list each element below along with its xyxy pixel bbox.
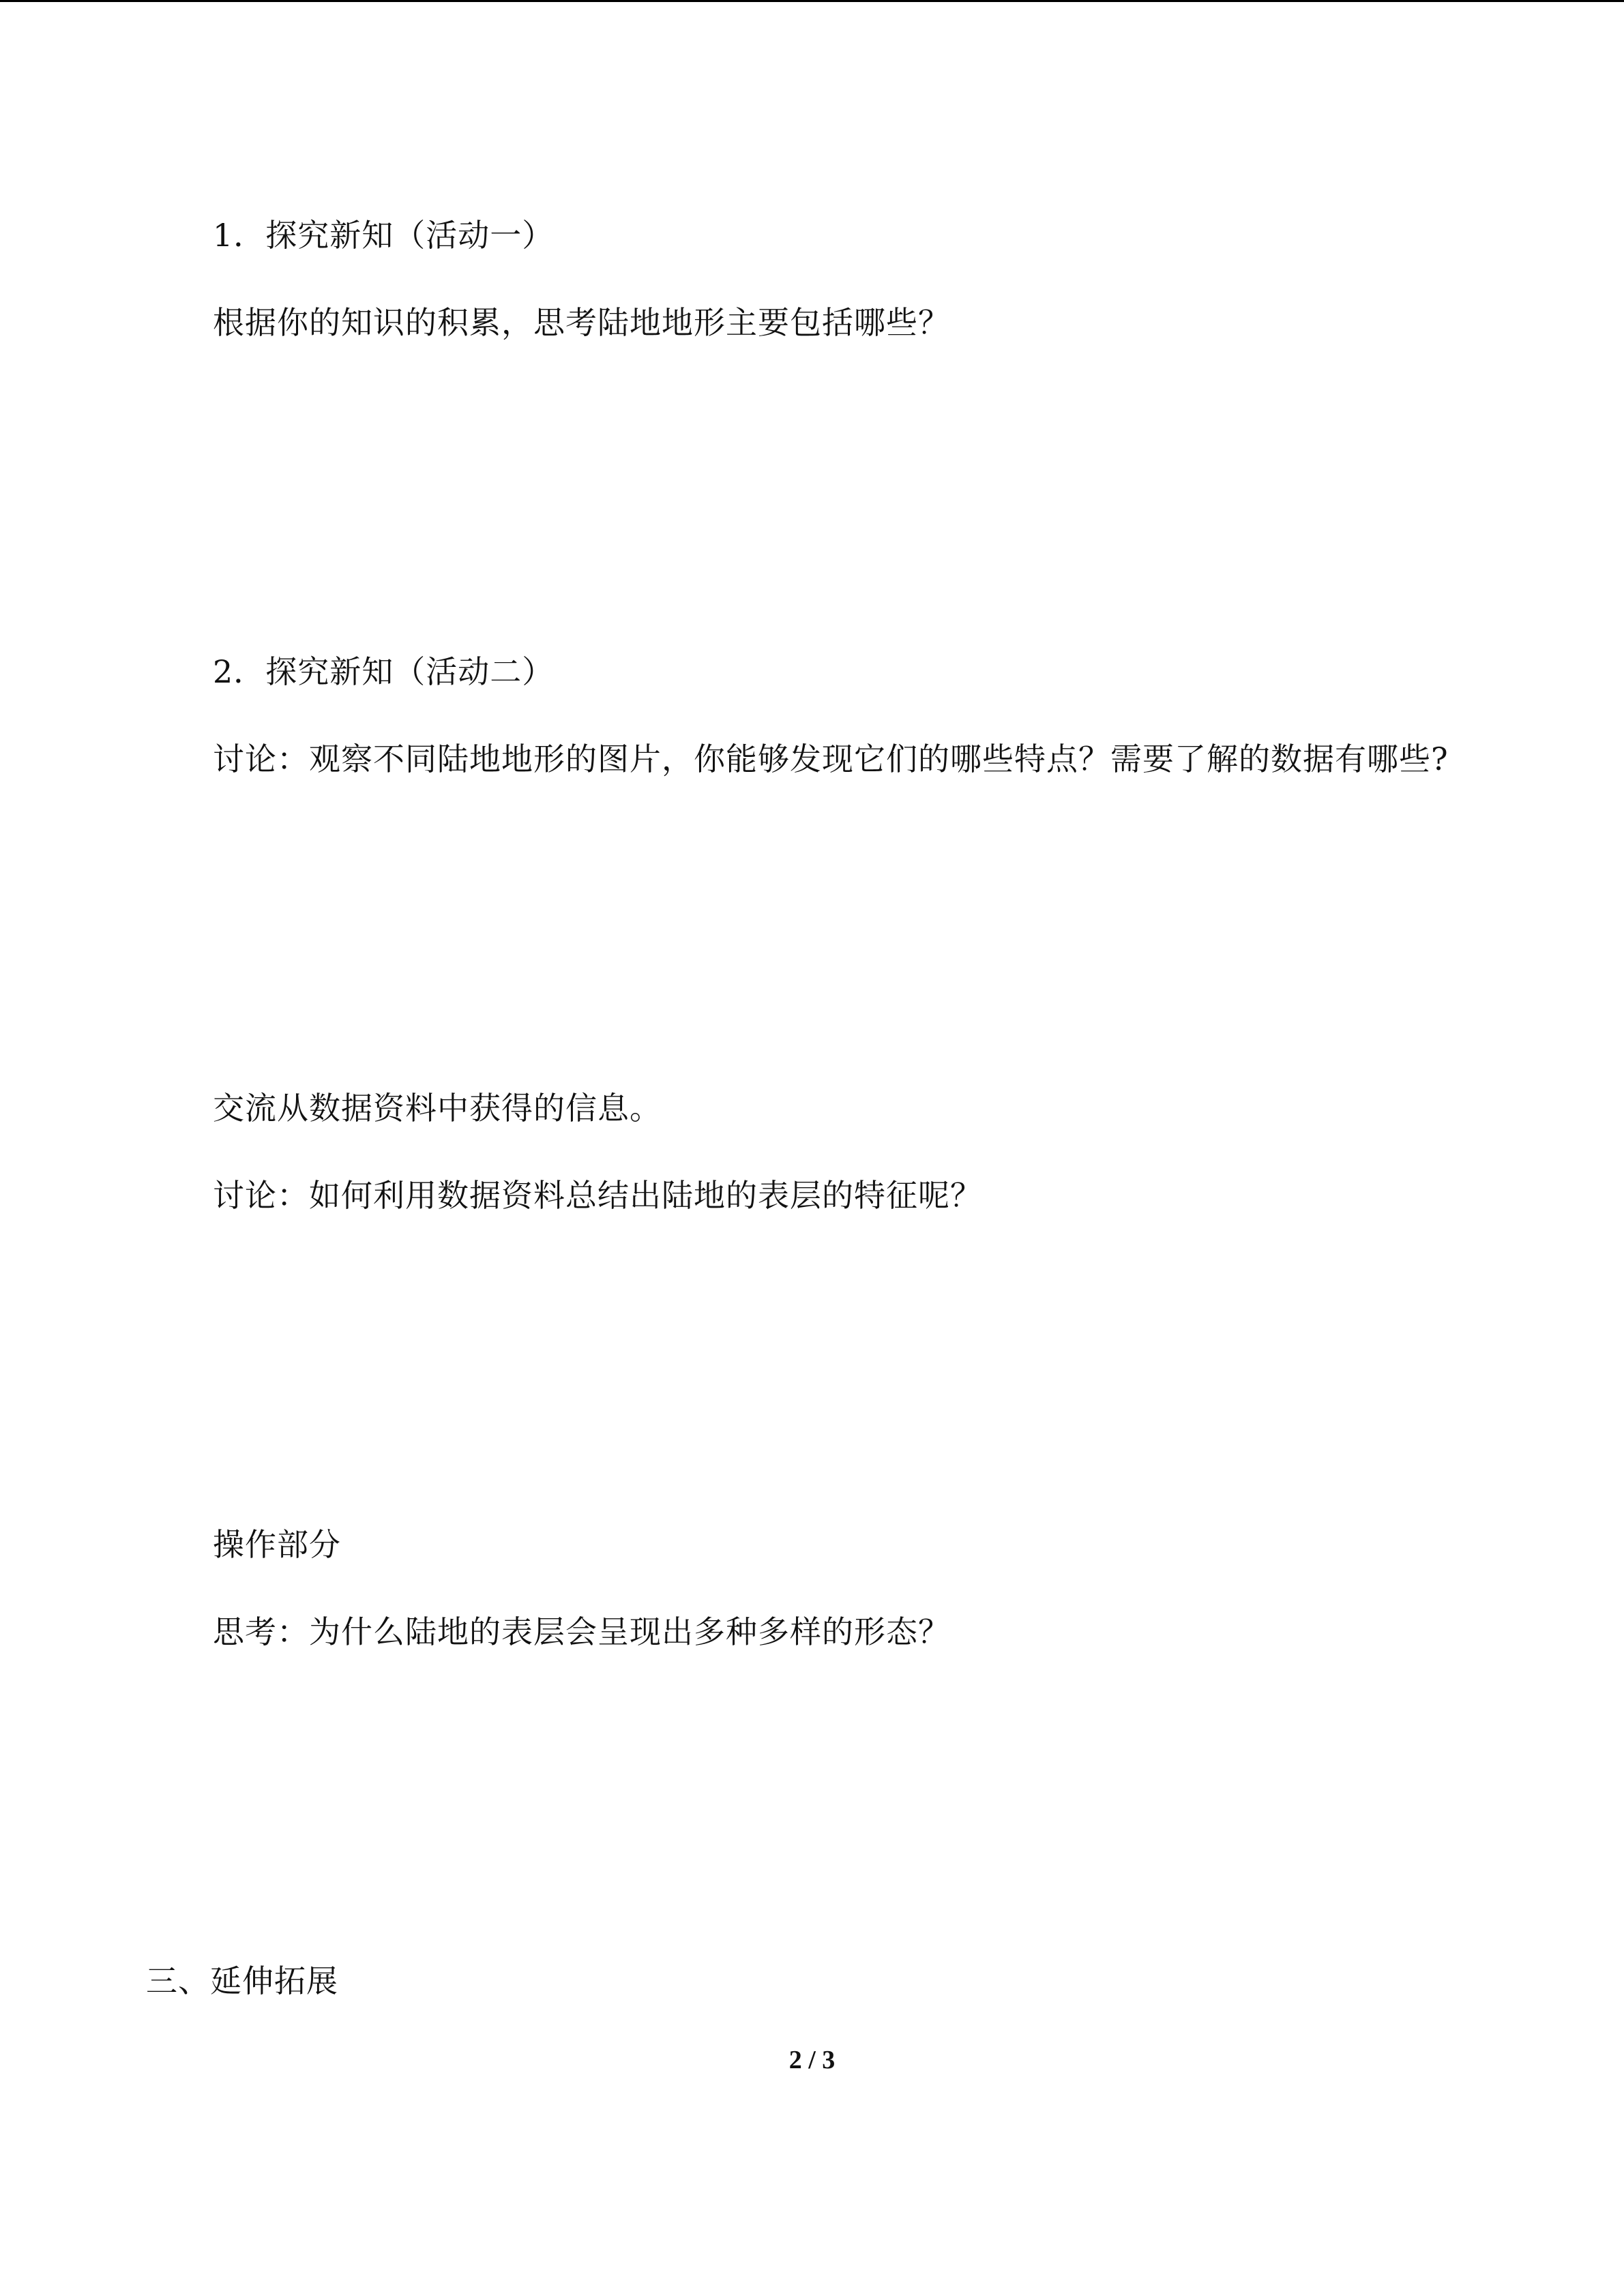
section-three-heading: 三、延伸拓展 — [146, 1963, 338, 1999]
operation-part-heading: 操作部分 — [213, 1526, 341, 1563]
activity-two-heading: 2．探究新知（活动二） — [213, 653, 555, 690]
exchange-information-text: 交流从数据资料中获得的信息。 — [213, 1090, 662, 1127]
activity-one-question: 根据你的知识的积累，思考陆地地形主要包括哪些？ — [213, 304, 950, 341]
summary-discussion: 讨论：如何利用数据资料总结出陆地的表层的特征呢？ — [213, 1177, 982, 1214]
activity-two-discussion: 讨论：观察不同陆地地形的图片，你能够发现它们的哪些特点？需要了解的数据有哪些? — [213, 741, 1449, 777]
activity-one-heading: 1．探究新知（活动一） — [213, 217, 555, 254]
page-number: 2 / 3 — [788, 2046, 836, 2074]
thinking-question: 思考：为什么陆地的表层会呈现出多种多样的形态？ — [213, 1613, 950, 1650]
top-border-rule — [0, 0, 1624, 2]
